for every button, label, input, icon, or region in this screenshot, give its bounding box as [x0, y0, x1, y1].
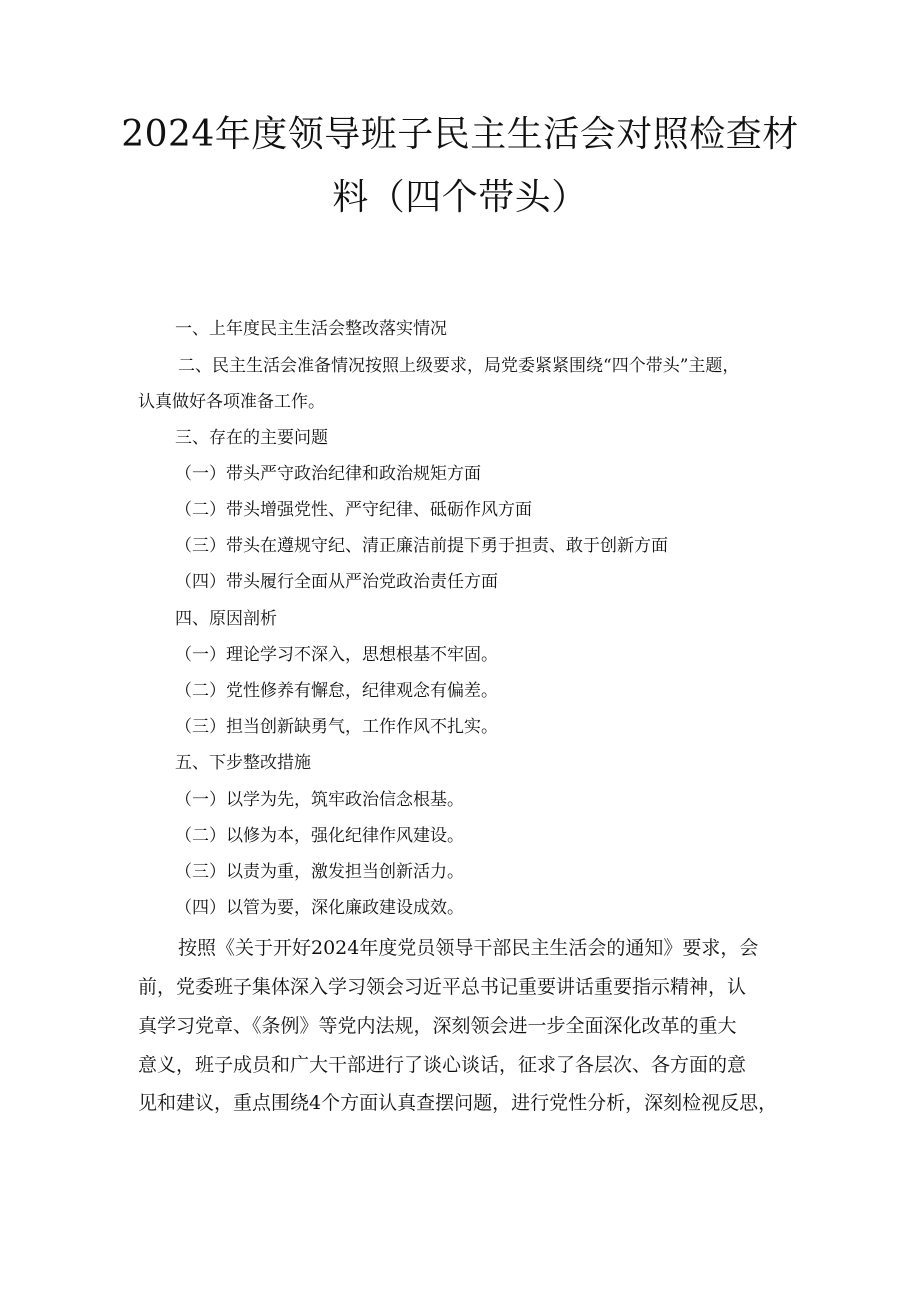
subsection-3-3: （三）带头在遵规守纪、清正廉洁前提下勇于担责、敢于创新方面 [175, 536, 668, 556]
document-title-line2: 料（四个带头） [332, 177, 588, 218]
section-2-continuation: 认真做好各项准备工作。 [138, 392, 325, 412]
section-heading-2: 二、民主生活会准备情况按照上级要求，局党委紧紧围绕“四个带头”主题， [178, 356, 740, 376]
body-paragraph-line3: 真学习党章、《条例》等党内法规，深刻领会进一步全面深化改革的重大 [138, 1015, 737, 1037]
subsection-4-2: （二）党性修养有懈怠，纪律观念有偏差。 [175, 681, 498, 701]
subsection-5-4: （四）以管为要，深化廉政建设成效。 [175, 898, 464, 918]
body-paragraph-line5: 见和建议，重点围绕4个方面认真查摆问题，进行党性分析，深刻检视反思， [138, 1092, 778, 1114]
subsection-5-3: （三）以责为重，激发担当创新活力。 [175, 862, 464, 882]
subsection-3-2: （二）带头增强党性、严守纪律、砥砺作风方面 [175, 500, 532, 520]
subsection-3-4: （四）带头履行全面从严治党政治责任方面 [175, 572, 498, 592]
section-heading-5: 五、下步整改措施 [175, 753, 311, 773]
subsection-4-3: （三）担当创新缺勇气，工作作风不扎实。 [175, 717, 498, 737]
subsection-3-1: （一）带头严守政治纪律和政治规矩方面 [175, 464, 481, 484]
body-paragraph-line4: 意义，班子成员和广大干部进行了谈心谈话，征求了各层次、各方面的意 [138, 1054, 747, 1076]
body-paragraph-line1: 按照《关于开好2024年度党员领导干部民主生活会的通知》要求，会 [178, 937, 759, 959]
section-heading-4: 四、原因剖析 [175, 609, 277, 629]
subsection-5-1: （一）以学为先，筑牢政治信念根基。 [175, 790, 464, 810]
document-title-line1: 2024年度领导班子民主生活会对照检查材 [121, 114, 799, 155]
section-heading-3: 三、存在的主要问题 [175, 428, 328, 448]
subsection-4-1: （一）理论学习不深入，思想根基不牢固。 [175, 645, 498, 665]
section-heading-1: 一、上年度民主生活会整改落实情况 [175, 319, 447, 339]
body-paragraph-line2: 前，党委班子集体深入学习领会习近平总书记重要讲话重要指示精神，认 [138, 976, 747, 998]
subsection-5-2: （二）以修为本，强化纪律作风建设。 [175, 826, 464, 846]
